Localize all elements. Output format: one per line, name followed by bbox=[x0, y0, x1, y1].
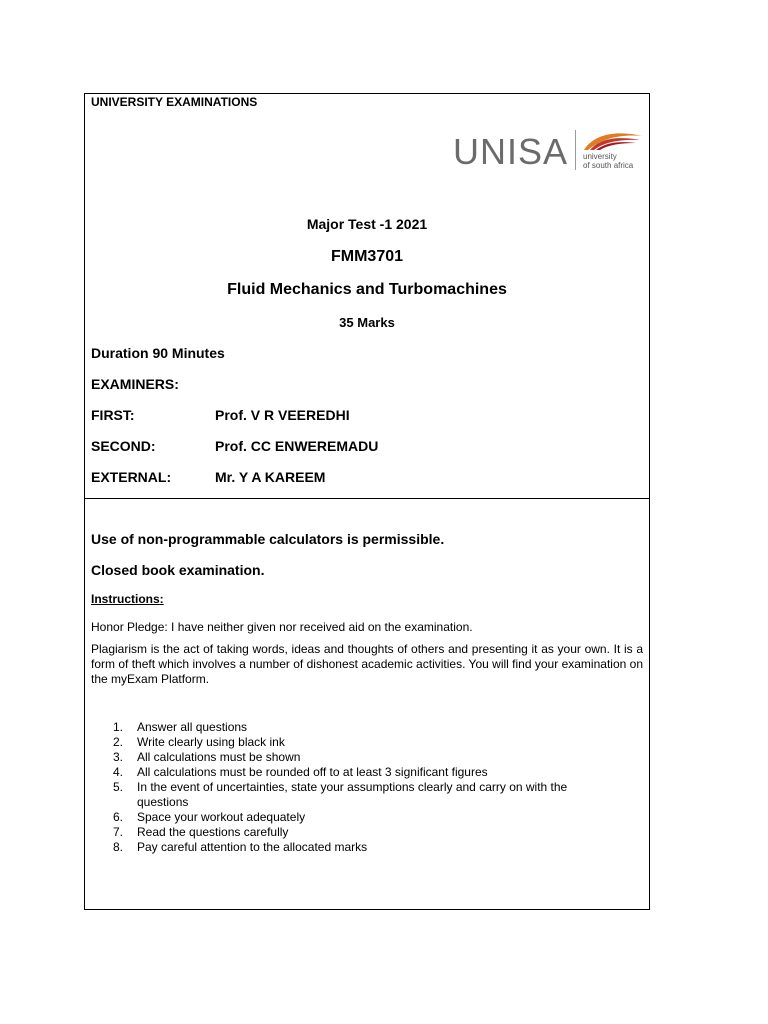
second-examiner-label: SECOND: bbox=[91, 438, 156, 454]
list-item-number: 6. bbox=[113, 810, 124, 824]
list-item bbox=[99, 825, 619, 840]
list-item bbox=[99, 735, 619, 750]
list-item-text: Space your workout adequately bbox=[137, 810, 306, 824]
list-item-number: 1. bbox=[113, 720, 124, 734]
first-examiner-label: FIRST: bbox=[91, 407, 135, 423]
instructions-box bbox=[84, 498, 650, 910]
list-item-text: Answer all questions bbox=[137, 720, 248, 734]
list-item bbox=[99, 780, 619, 810]
list-item bbox=[99, 840, 619, 855]
list-item-number: 7. bbox=[113, 825, 124, 839]
list-item bbox=[99, 750, 619, 765]
closed-book-note: Closed book examination. bbox=[91, 562, 265, 578]
instructions-list bbox=[99, 720, 619, 855]
duration: Duration 90 Minutes bbox=[91, 345, 225, 361]
calculator-note: Use of non-programmable calculators is permissible. bbox=[91, 531, 445, 547]
course-title: Fluid Mechanics and Turbomachines bbox=[227, 281, 507, 298]
list-item bbox=[99, 765, 619, 780]
list-item-text: All calculations must be rounded off to at least 3 significant figures bbox=[137, 765, 488, 779]
course-code: FMM3701 bbox=[330, 248, 404, 265]
instructions-heading-colon: : bbox=[159, 592, 164, 606]
instructions-heading bbox=[91, 592, 164, 606]
list-item-number: 8. bbox=[113, 840, 124, 854]
list-item-number: 4. bbox=[113, 765, 124, 779]
external-examiner-label: EXTERNAL: bbox=[91, 469, 172, 485]
total-marks: 35 Marks bbox=[339, 315, 395, 330]
list-item-number: 3. bbox=[113, 750, 124, 764]
plagiarism-paragraph: Plagiarism is the act of taking words, ideas and thoughts of others and presenting it as your own. It is a form of theft which involves a number of dishonest academic activities. You will find your examination on the myExam Platform. bbox=[91, 642, 643, 686]
external-examiner-name: Mr. Y A KAREEM bbox=[215, 469, 326, 485]
logo-divider bbox=[575, 130, 576, 170]
unisa-logo bbox=[453, 130, 649, 174]
cover-header-box bbox=[84, 93, 650, 499]
list-item-text: Pay careful attention to the allocated marks bbox=[137, 840, 368, 854]
list-item-text: All calculations must be shown bbox=[137, 750, 301, 764]
list-item-text: Write clearly using black ink bbox=[137, 735, 285, 749]
logo-wordmark: UNISA bbox=[453, 131, 569, 172]
first-examiner-name: Prof. V R VEEREDHI bbox=[215, 407, 350, 423]
unisa-flame-icon bbox=[582, 130, 644, 152]
second-examiner-name: Prof. CC ENWEREMADU bbox=[215, 438, 379, 454]
list-item-number: 5. bbox=[113, 780, 124, 794]
instructions-heading-text: Instructions bbox=[91, 592, 160, 606]
list-item-text: Read the questions carefully bbox=[137, 825, 289, 839]
list-item bbox=[99, 810, 619, 825]
list-item-number: 2. bbox=[113, 735, 124, 749]
university-examinations-label: UNIVERSITY EXAMINATIONS bbox=[91, 95, 258, 109]
list-item-text: In the event of uncertainties, state your assumptions clearly and carry on with the questions bbox=[137, 780, 568, 809]
logo-subtext-line1: university bbox=[583, 152, 617, 161]
logo-subtext-line2: of south africa bbox=[583, 161, 634, 170]
examiners-label: EXAMINERS: bbox=[91, 376, 179, 392]
list-item bbox=[99, 720, 619, 735]
honor-pledge: Honor Pledge: I have neither given nor received aid on the examination. bbox=[91, 620, 473, 634]
test-name: Major Test -1 2021 bbox=[306, 216, 428, 232]
